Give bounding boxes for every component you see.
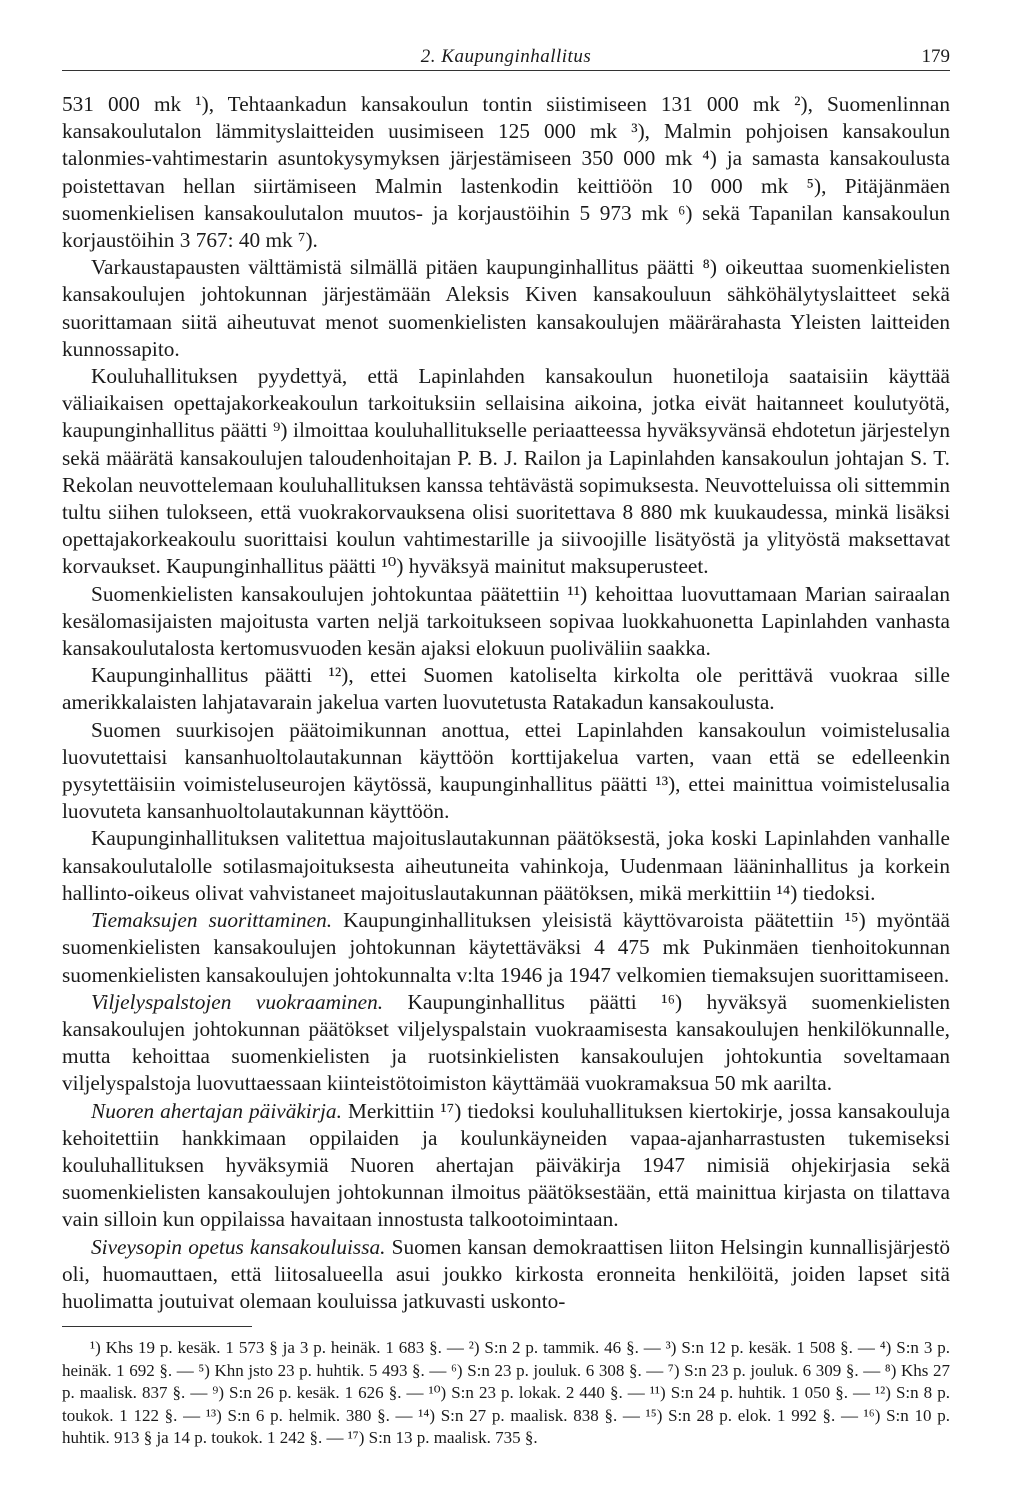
paragraph [62,581,950,663]
paragraph [62,825,950,907]
italic-heading: Nuoren ahertajan päiväkirja. [91,1098,342,1123]
paragraph-text: Kouluhallituksen pyydettyä, että Lapinlahden kansakoulun huonetiloja saataisiin käyttää väliaikaisen opettajakorkeakoulun tarkoituksiin sellaisina aikoina, jotka eivät haitanneet koulutyötä, kaupunginhallitus päätti ⁹) ilmoittaa kouluhallitukselle periaatteessa hyväksyvänsä ehdotetun järjestelyn sekä määrätä kansakoulujen taloudenhoitajan P. B. J. Railon ja Lapinlahden kansakoulun johtajan S. T. Rekolan neuvottelemaan kouluhallituksen kanssa tehtävästä sopimuksesta. Neuvotteluissa oli sittemmin tultu siihen tulokseen, että vuokrakorvauksena olisi suoritettava 8 880 mk kuukaudessa, minkä lisäksi opettajakorkeakoulu suorittaisi koulun vahtimestarille ja siivoojille lisätyöstä ja ylityöstä maksettavat korvaukset. Kaupunginhallitus päätti ¹⁰) hyväksyä mainitut maksuperusteet. [62,364,950,579]
running-header [62,40,950,71]
footnote-text: ¹) Khs 19 p. kesäk. 1 573 § ja 3 p. heinäk. 1 683 §. — ²) S:n 2 p. tammik. 46 §. — ³) S:n 12 p. kesäk. 1 508 §. — ⁴) S:n 3 p. heinäk. 1 692 §. — ⁵) Khn jsto 23 p. huhtik. 5 493 §. — ⁶) S:n 23 p. jouluk. 6 308 §. — ⁷) S:n 23 p. jouluk. 6 309 §. — ⁸) Khs 27 p. maalisk. 837 §. — ⁹) S:n 26 p. kesäk. 1 626 §. — ¹⁰) S:n 23 p. lokak. 2 440 §. — ¹¹) S:n 24 p. huhtik. 1 050 §. — ¹²) S:n 8 p. toukok. 1 122 §. — ¹³) S:n 6 p. helmik. 380 §. — ¹⁴) S:n 27 p. maalisk. 838 §. — ¹⁵) S:n 28 p. elok. 1 992 §. — ¹⁶) S:n 10 p. huhtik. 913 § ja 14 p. toukok. 1 242 §. — ¹⁷) S:n 13 p. maalisk. 735 §. [62,1338,950,1448]
body-text [62,91,950,1315]
paragraph [62,363,950,581]
paragraph [62,907,950,989]
paragraph [62,1234,950,1316]
section-title: 2. Kaupunginhallitus [420,46,592,67]
paragraph-text: Kaupunginhallituksen valitettua majoituslautakunnan päätöksestä, joka koski Lapinlahden vanhalle kansakoulutalolle sotilasmajoituksesta aiheutuneita vahinkoja, Uudenmaan lääninhallitus ja korkein hallinto-oikeus olivat vahvistaneet majoituslautakunnan päätöksen, mikä merkittiin ¹⁴) tiedoksi. [62,826,950,905]
italic-heading: Viljelyspalstojen vuokraaminen. [91,989,384,1014]
paragraph-text: Suomenkielisten kansakoulujen johtokuntaa päätettiin ¹¹) kehoittaa luovuttamaan Marian sairaalan kesälomasijaisten majoitusta varten neljä tarkoitukseen sopivaa luokkahuonetta Lapinlahden vanhasta kansakoulutalosta kertomusvuoden kesän ajaksi elokuun puoliväliin saakka. [62,581,950,661]
footnote-divider [62,1326,252,1327]
paragraph-text: Merkittiin ¹⁷) tiedoksi kouluhallituksen kiertokirje, jossa kansakouluja kehoitettiin hankkimaan oppilaiden ja koulunkäyneiden vapaa-ajanharrastusten tukemiseksi kouluhallituksen hyväksymiä Nuoren ahertajan päiväkirja 1947 nimisiä ohjekirjasia sekä suomenkielisten kansakoulujen johtokunnan ilmoitus päätöksestään, että mainittua kirjasta on tilattava vain silloin kun oppilaissa havaitaan innostusta talkootoimintaan. [62,1098,950,1232]
italic-heading: Siveysopin opetus kansakouluissa. [91,1234,386,1259]
paragraph [62,91,950,254]
paragraph [62,717,950,826]
paragraph-text: Suomen suurkisojen päätoimikunnan anottua, ettei Lapinlahden kansakoulun voimistelusalia luovutettaisi kansanhuoltolautakunnan käyttöön korttijakelua varten, vaan että se edelleenkin pysytettäisiin voimisteluseurojen käytössä, kaupunginhallitus päätti ¹³), ettei mainittua voimistelusalia luovuteta kansanhuoltolautakunnan käyttöön. [62,717,950,824]
paragraph-text: 531 000 mk ¹), Tehtaankadun kansakoulun tontin siistimiseen 131 000 mk ²), Suomenlinnan kansakoulutalon lämmityslaitteiden uusimiseen 125 000 mk ³), Malmin pohjoisen kansakoulun talonmies-vahtimestarin asuntokysymyksen järjestämiseen 350 000 mk ⁴) ja samasta kansakoulusta poistettavan hellan siirtämiseen Malmin lastenkodin keittiöön 10 000 mk ⁵), Pitäjänmäen suomenkielisen kansakoulutalon muutos- ja korjaustöihin 5 973 mk ⁶) sekä Tapanilan kansakoulun korjaustöihin 3 767: 40 mk ⁷). [62,92,950,253]
document-page [62,40,951,1448]
paragraph-text: Kaupunginhallituksen yleisistä käyttövaroista päätettiin ¹⁵) myöntää suomenkielisten kansakoulujen johtokunnan käytettäväksi 4 475 mk Pukinmäen tienhoitokunnan suomenkielisten kansakoulujen johtokunnalta v:lta 1946 ja 1947 velkomien tiemaksujen suorittamiseen. [62,908,950,987]
footnotes [62,1326,950,1450]
paragraph-text: Kaupunginhallitus päätti ¹⁶) hyväksyä suomenkielisten kansakoulujen johtokunnan päätökset viljelyspalstain vuokraamisesta kansakoulujen henkilökunnalle, mutta kehoittaa suomenkielisten ja ruotsinkielisten kansakoulujen johtokuntia soveltamaan viljelyspalstoja luovuttaessaan kiinteistötoimiston käyttämää vuokramaksua 50 mk aarilta. [62,989,950,1096]
paragraph [62,254,950,363]
page-number: 179 [921,46,950,67]
paragraph [62,662,950,716]
italic-heading: Tiemaksujen suorittaminen. [91,908,333,933]
paragraph-text: Suomen kansan demokraattisen liiton Helsingin kunnallisjärjestö oli, huomauttaen, että liitosalueella asui joukko kirkosta eronneita henkilöitä, joiden lapset sitä huolimatta joutuivat olemaan kouluissa jatkuvasti uskonto- [62,1234,951,1313]
paragraph [62,989,950,1098]
paragraph-text: Kaupunginhallitus päätti ¹²), ettei Suomen katoliselta kirkolta ole perittävä vuokraa sille amerikkalaisten lahjatavarain jakelua varten luovutetusta Ratakadun kansakoulusta. [62,663,950,715]
paragraph [62,1098,950,1234]
paragraph-text: Varkaustapausten välttämistä silmällä pitäen kaupunginhallitus päätti ⁸) oikeuttaa suomenkielisten kansakoulujen johtokunnan järjestämään Aleksis Kiven kansakouluun sähköhälytyslaitteet sekä suorittamaan siitä aiheutuvat menot suomenkielisten kansakoulujen määrärahasta Yleisten laitteiden kunnossapito. [62,255,950,361]
